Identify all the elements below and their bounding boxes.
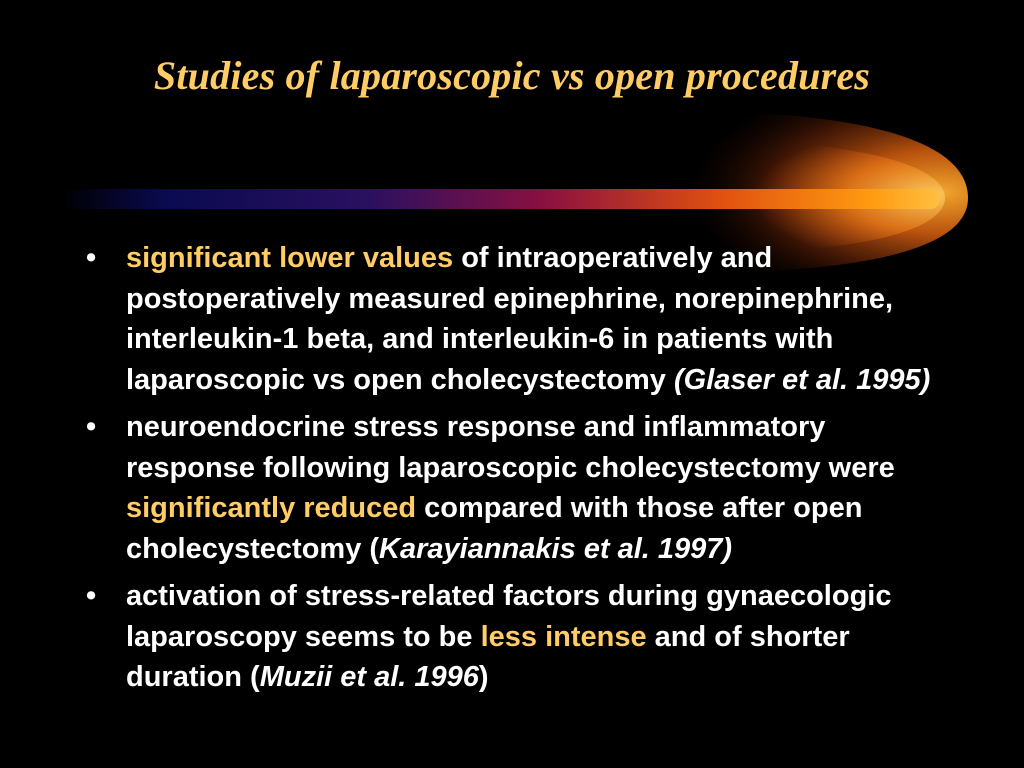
bullet-text: of intraoperatively and postoperatively measured epinephrine, norepinephrine, interleukin-1 beta, and interleukin-6 in patients with laparoscopic vs open cholecystectomy bbox=[126, 242, 894, 396]
slide-title: Studies of laparoscopic vs open procedures bbox=[153, 53, 871, 98]
highlight-text: less intense bbox=[480, 620, 647, 653]
citation: (Glaser et al. 1995) bbox=[673, 363, 931, 396]
bullet-item bbox=[86, 238, 956, 400]
bullet-icon: • bbox=[86, 580, 97, 612]
bullet-item bbox=[86, 407, 956, 569]
bullet-text: neuroendocrine stress response and inflammatory response following laparoscopic cholecystectomy were bbox=[126, 411, 895, 484]
bullet-text: ) bbox=[478, 661, 489, 693]
citation: Muzii et al. 1996 bbox=[259, 661, 479, 693]
bullet-list bbox=[86, 238, 956, 705]
bullet-text: activation of stress-related factors during gynaecologic laparoscopy seems to be bbox=[126, 580, 892, 653]
bullet-text: compared with those after open cholecystectomy ( bbox=[126, 492, 863, 565]
bullet-text: and of shorter duration ( bbox=[126, 620, 850, 693]
citation: Karayiannakis et al. 1997) bbox=[379, 532, 733, 565]
bullet-icon: • bbox=[86, 242, 97, 274]
highlight-text: significant lower values bbox=[126, 242, 454, 274]
bullet-icon: • bbox=[86, 411, 97, 443]
highlight-text: significantly reduced bbox=[126, 492, 417, 524]
bullet-item bbox=[86, 576, 956, 698]
